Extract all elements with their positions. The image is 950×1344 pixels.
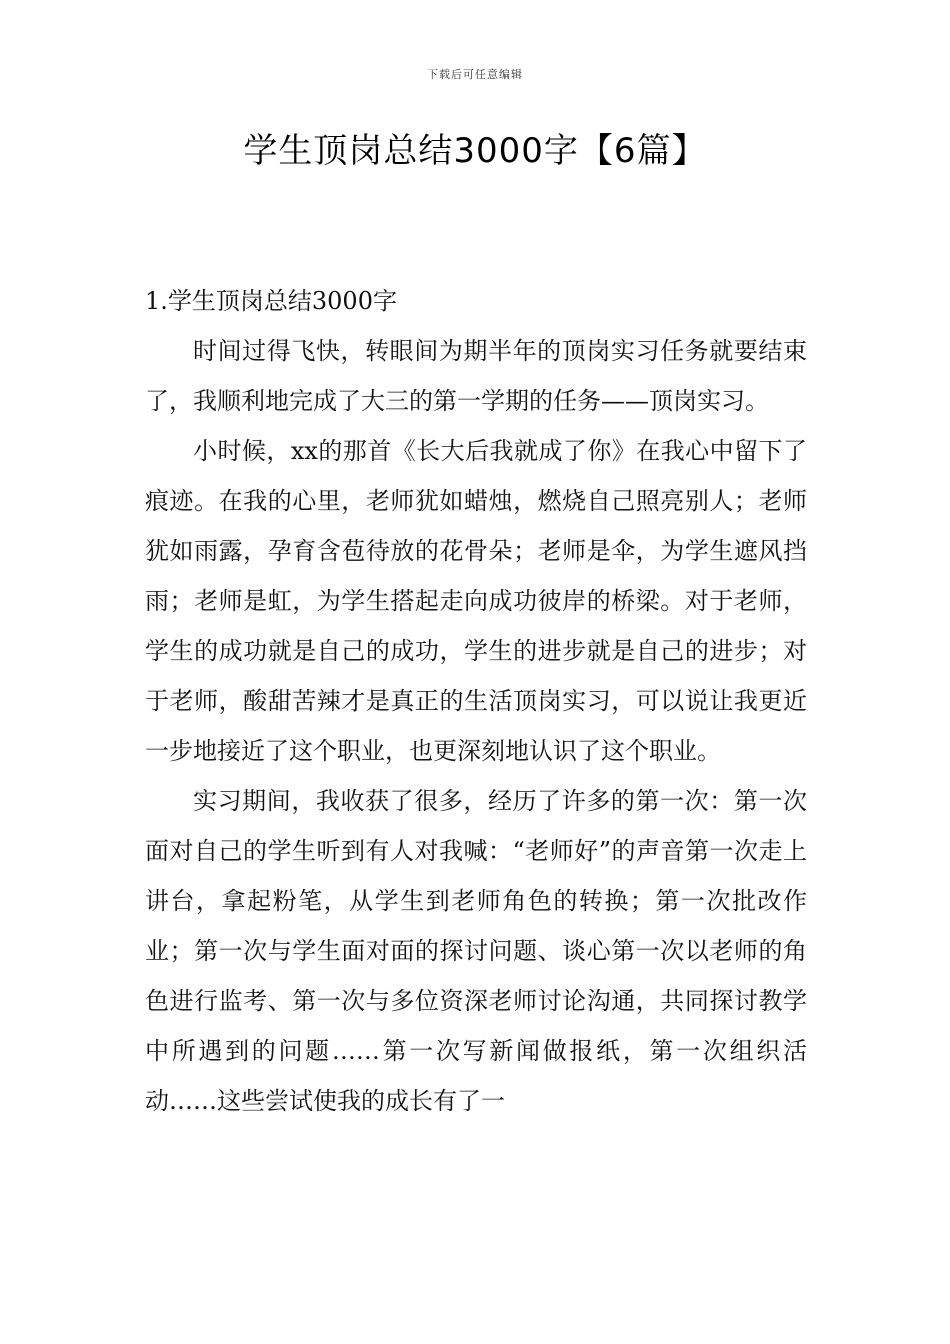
- document-body: [145, 276, 807, 1126]
- paragraph-2: 小时候，xx的那首《长大后我就成了你》在我心中留下了痕迹。在我的心里，老师犹如蜡烛，燃烧自己照亮别人；老师犹如雨露，孕育含苞待放的花骨朵；老师是伞，为学生遮风挡雨；老师是虹，为学生搭起走向成功彼岸的桥梁。对于老师，学生的成功就是自己的成功，学生的进步就是自己的进步；对于老师，酸甜苦辣才是真正的生活顶岗实习，可以说让我更近一步地接近了这个职业，也更深刻地认识了这个职业。: [145, 437, 807, 765]
- document-title: 学生顶岗总结3000字【6篇】: [243, 131, 707, 171]
- section-heading: 1.学生顶岗总结3000字: [145, 287, 397, 315]
- paragraph-3: 实习期间，我收获了很多，经历了许多的第一次：第一次面对自己的学生听到有人对我喊：“老师好”的声音第一次走上讲台，拿起粉笔，从学生到老师角色的转换；第一次批改作业；第一次与学生面对面的探讨问题、谈心第一次以老师的角色进行监考、第一次与多位资深老师讨论沟通，共同探讨教学中所遇到的问题……第一次写新闻做报纸，第一次组织活动……这些尝试使我的成长有了一: [145, 787, 807, 1115]
- paragraph-1: 时间过得飞快，转眼间为期半年的顶岗实习任务就要结束了，我顺利地完成了大三的第一学期的任务——顶岗实习。: [145, 337, 807, 415]
- header-note: 下载后可任意编辑: [427, 68, 523, 81]
